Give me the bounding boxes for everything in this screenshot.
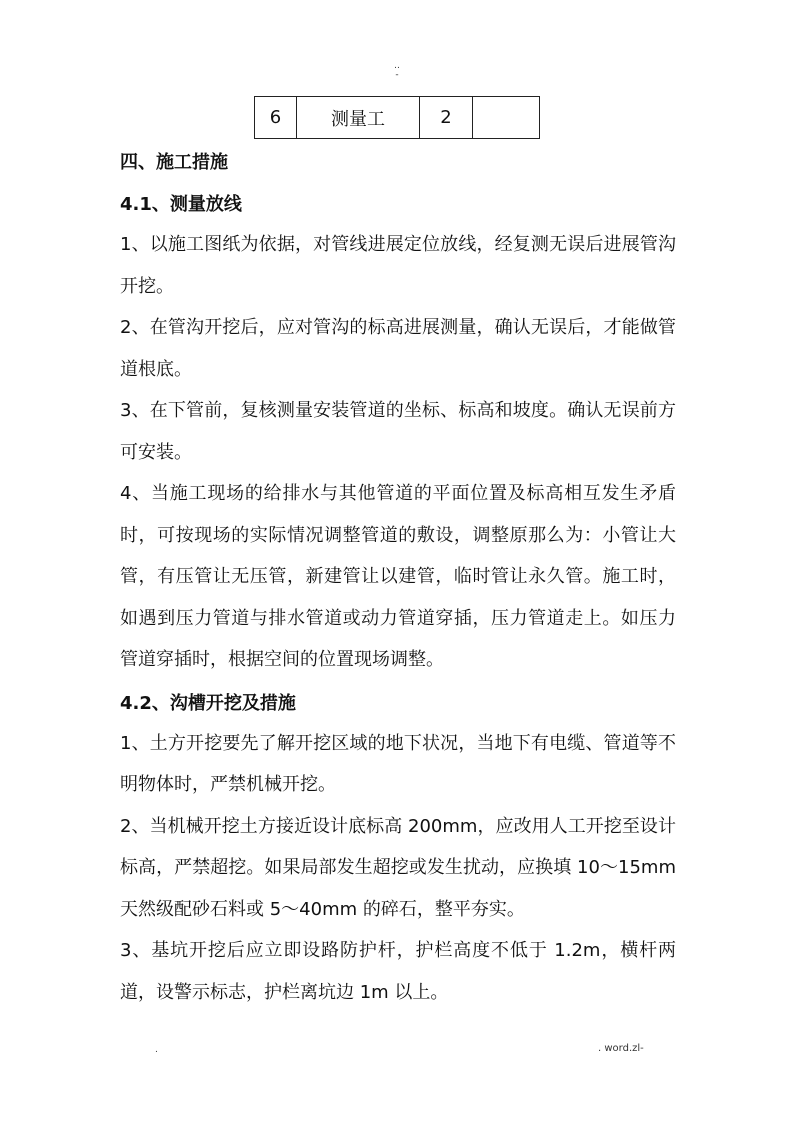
table-cell-index: 6 <box>255 97 297 139</box>
paragraph: 2、在管沟开挖后，应对管沟的标高进展测量，确认无误后，才能做管道根底。 <box>120 317 676 380</box>
header-dash: - <box>395 70 399 80</box>
header-dots: .. <box>394 61 400 71</box>
table-cell-role: 测量工 <box>297 97 420 139</box>
paragraph: 3、基坑开挖后应立即设路防护杆，护栏高度不低于 1.2m，横杆两道，设警示标志，护栏离坑边 1m 以上。 <box>120 940 676 1003</box>
section-heading: 四、施工措施 <box>120 152 228 173</box>
table-cell-note <box>473 97 540 139</box>
paragraph: 3、在下管前，复核测量安装管道的坐标、标高和坡度。确认无误前方可安装。 <box>120 400 676 463</box>
subsection-heading-survey: 4.1、测量放线 <box>120 194 242 215</box>
table-cell-count: 2 <box>420 97 473 139</box>
personnel-table <box>254 96 540 139</box>
subsection-heading-trench: 4.2、沟槽开挖及措施 <box>120 692 296 714</box>
paragraph: 4、当施工现场的给排水与其他管道的平面位置及标高相互发生矛盾时，可按现场的实际情况调整管道的敷设，调整原那么为：小管让大管，有压管让无压管，新建管让以建管，临时管让永久管。施工时，如遇到压力管道与排水管道或动力管道穿插，压力管道走上。如压力管道穿插时，根据空间的位置现场调整。 <box>120 483 676 670</box>
footer-left: . <box>155 1045 158 1055</box>
paragraph: 2、当机械开挖土方接近设计底标高 200mm，应改用人工开挖至设计标高，严禁超挖。如果局部发生超挖或发生扰动，应换填 10～15mm 天然级配砂石料或 5～40mm 的碎石，整平夯实。 <box>120 815 676 920</box>
page-header <box>0 62 794 80</box>
table-row <box>255 97 540 139</box>
paragraph: 1、土方开挖要先了解开挖区域的地下状况，当地下有电缆、管道等不明物体时，严禁机械开挖。 <box>120 732 676 795</box>
paragraph: 1、以施工图纸为依据，对管线进展定位放线，经复测无误后进展管沟开挖。 <box>120 234 676 297</box>
document-body <box>120 144 676 1013</box>
footer-right: . word.zl- <box>598 1043 644 1054</box>
